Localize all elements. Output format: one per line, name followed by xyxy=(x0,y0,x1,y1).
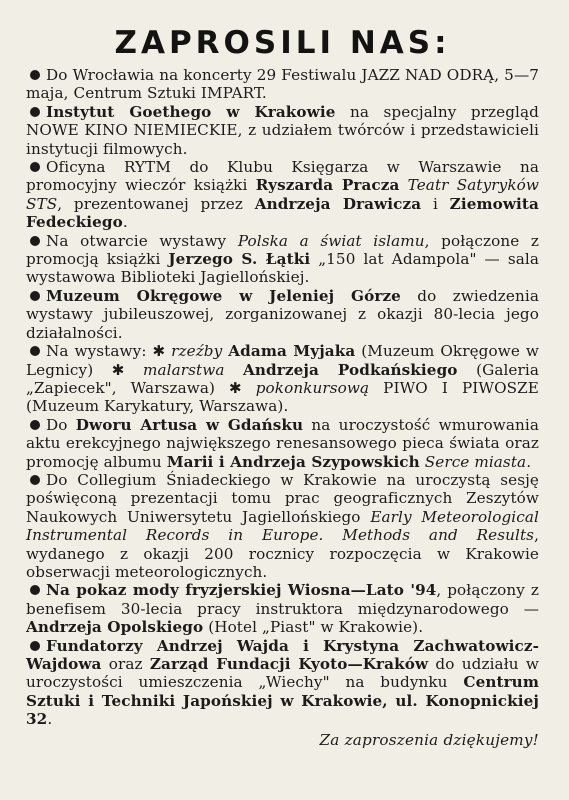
item-text-segment: Na wystawy: xyxy=(46,342,153,361)
item-text-segment: , wydanego z okazji 200 rocznicy rozpoczęcia w Krakowie obserwacji meteorologicznych. xyxy=(26,526,539,581)
item-text-segment: . xyxy=(47,710,53,729)
item-text-segment: Ziemowita Fedeckiego xyxy=(26,194,539,232)
item-text-segment: , połączony z benefisem 30-lecia pracy instruktora międzynarodowego — xyxy=(26,581,539,618)
invitation-item xyxy=(26,66,539,103)
item-text-segment: oraz xyxy=(101,655,150,673)
item-text-segment: do zwiedzenia wystawy jubileuszowej, zorganizowanej z okazji 80-lecia jego działalności. xyxy=(26,286,539,342)
item-text-segment: Zarząd Fundacji Kyoto—Kraków xyxy=(149,655,429,673)
item-text-segment: Muzeum Okręgowe w Jeleniej Górze xyxy=(46,286,401,305)
item-text-segment: , połączone z promocją książki xyxy=(26,231,539,269)
item-text-segment: (Galeria „Zapiecek", Warszawa) xyxy=(26,360,539,397)
invitation-item xyxy=(26,416,539,471)
asterisk-icon: ✱ xyxy=(152,342,166,361)
invitation-item xyxy=(26,158,539,232)
asterisk-icon: ✱ xyxy=(229,378,242,397)
item-text-segment: Fundatorzy Andrzej Wajda i Krystyna Zachwatowicz-Wajdowa xyxy=(26,636,539,673)
item-text-segment: Na pokaz mody fryzjerskiej Wiosna—Lato '94 xyxy=(46,581,437,600)
item-text-segment: Centrum Sztuki i Techniki Japońskiej w Krakowie, ul. Konopnickiej 32 xyxy=(26,673,539,729)
item-text-segment: Early Meteorological Instrumental Records in Europe. Methods and Results xyxy=(26,507,539,545)
item-text-segment: (Muzeum Okręgowe w Legnicy) xyxy=(26,342,539,379)
item-text-segment xyxy=(399,176,407,194)
item-text-segment: Andrzeja Drawicza xyxy=(254,194,422,213)
bullet-dot-icon xyxy=(30,420,40,430)
item-text-segment xyxy=(124,361,143,379)
item-text-segment: Jerzego S. Łątki xyxy=(168,250,311,269)
item-text-segment: PIWO I PIWOSZE (Muzeum Karykatury, Warszawa). xyxy=(26,378,539,416)
bullet-dot-icon xyxy=(30,236,40,246)
item-text-segment: malarstwa xyxy=(143,360,225,379)
invitation-list xyxy=(26,66,539,729)
invitation-item xyxy=(26,471,539,581)
bullet-dot-icon xyxy=(30,70,40,80)
invitation-item xyxy=(26,232,539,287)
item-text-segment: Andrzeja Opolskiego xyxy=(26,618,204,637)
item-text-segment: Na otwarcie wystawy xyxy=(46,231,238,250)
item-text-segment: Oficyna RYTM do Klubu Księgarza w Warszawie na promocyjny wieczór książki xyxy=(26,158,539,195)
bullet-dot-icon xyxy=(30,291,40,301)
item-text-segment: rzeźby xyxy=(171,342,223,361)
item-text-segment: Teatr Satyryków STS xyxy=(26,176,539,213)
item-text-segment: na specjalny przegląd NOWE KINO NIEMIECKIE, z udziałem twórców i przedstawicieli instytucji filmowych. xyxy=(26,102,539,158)
item-text-segment: Do xyxy=(46,415,76,434)
item-text-segment: na uroczystość wmurowania aktu erekcyjnego największego renesansowego pieca świata oraz promocję albumu xyxy=(26,415,539,471)
item-text-segment: , prezentowanej przez xyxy=(57,194,255,213)
item-text-segment: „150 lat Adampola" — sala wystawowa Biblioteki Jagiellońskiej. xyxy=(26,250,539,287)
bullet-dot-icon xyxy=(30,585,40,595)
invitation-item xyxy=(26,637,539,729)
item-text-segment: pokonkursową xyxy=(255,378,370,397)
item-text-segment: . xyxy=(526,452,532,471)
bullet-dot-icon xyxy=(30,162,40,172)
item-text-segment: Dworu Artusa w Gdańsku xyxy=(75,415,304,434)
item-text-segment: Do Collegium Śniadeckiego w Krakowie na uroczystą sesję poświęconą prezentacji tomu prac geograficznych Zeszytów Naukowych Uniwersytetu Jagiellońskiego xyxy=(26,470,539,526)
item-text-segment: Andrzeja Podkańskiego xyxy=(243,360,458,379)
item-text-segment: (Hotel „Piast" w Krakowie). xyxy=(203,618,424,637)
item-text-segment: do udziału w uroczystości umieszczenia „Wiechy" na budynku xyxy=(26,655,539,692)
item-text-segment: Ryszarda Praczа xyxy=(255,176,400,195)
invitation-item xyxy=(26,581,539,636)
bullet-dot-icon xyxy=(30,107,40,117)
item-text-segment xyxy=(224,361,243,379)
item-text-segment: i xyxy=(421,194,450,213)
item-text-segment: Instytut Goethego w Krakowie xyxy=(46,102,336,121)
headline: ZAPROSILI NAS: xyxy=(114,25,451,61)
item-text-segment xyxy=(242,379,256,397)
invitation-item xyxy=(26,103,539,158)
invitation-item xyxy=(26,287,539,342)
bullet-dot-icon xyxy=(30,475,40,485)
item-text-segment: Polska a świat islamu xyxy=(237,231,425,250)
bullet-dot-icon xyxy=(30,346,40,356)
item-text-segment: Do Wrocławia na koncerty 29 Festiwalu JAZZ NAD ODRĄ, 5—7 maja, Centrum Sztuki IMPART. xyxy=(26,66,539,103)
bullet-dot-icon xyxy=(30,641,40,651)
item-text-segment: Adama Myjaka xyxy=(228,342,356,361)
closing-line: Za zaproszenia dziękujemy! xyxy=(319,730,539,749)
item-text-segment: . xyxy=(122,213,128,232)
invitation-item xyxy=(26,342,539,416)
item-text-segment: Marii i Andrzeja Szypowskich xyxy=(166,452,420,471)
item-text-segment: Serce miasta xyxy=(424,452,527,471)
asterisk-icon: ✱ xyxy=(111,360,125,379)
